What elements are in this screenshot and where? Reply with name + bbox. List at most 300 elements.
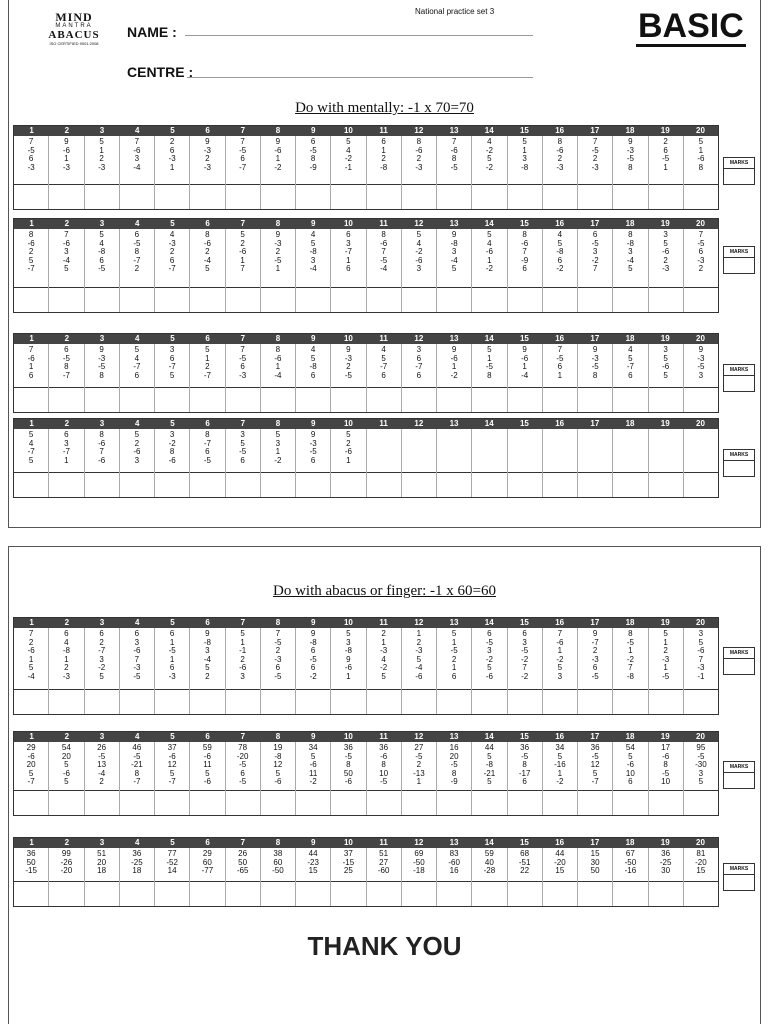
problem-number: -25: [131, 857, 143, 867]
problem-number: 1: [28, 654, 34, 664]
column-number: 6: [205, 219, 210, 228]
answer-box[interactable]: [331, 184, 365, 209]
problem-column: [261, 344, 296, 412]
problem-column: [226, 848, 261, 906]
answer-box[interactable]: [296, 790, 330, 815]
answer-box[interactable]: [190, 689, 224, 714]
answer-box[interactable]: [367, 287, 401, 312]
problem-column: [402, 344, 437, 412]
answer-box[interactable]: [120, 387, 154, 412]
problem-number: 3: [663, 345, 668, 354]
answer-box[interactable]: [472, 472, 506, 497]
answer-box[interactable]: [261, 387, 295, 412]
answer-box[interactable]: [296, 287, 330, 312]
problem-column: [613, 429, 648, 497]
answer-box[interactable]: [402, 287, 436, 312]
answer-box[interactable]: [578, 472, 612, 497]
problem-number: 9: [628, 137, 633, 146]
problem-number: -7: [133, 255, 141, 265]
answer-box[interactable]: [120, 689, 154, 714]
column-number: 8: [275, 334, 281, 343]
problem-number: 7: [28, 345, 34, 354]
column-number: 11: [379, 126, 388, 135]
answer-box[interactable]: [261, 790, 295, 815]
answer-box[interactable]: [155, 790, 189, 815]
problem-number: -5: [274, 637, 282, 647]
answer-box[interactable]: [613, 881, 647, 906]
answer-box[interactable]: [49, 287, 83, 312]
marks-box[interactable]: [723, 647, 755, 675]
answer-box[interactable]: [155, 387, 189, 412]
answer-box[interactable]: [331, 287, 365, 312]
problem-number: 7: [64, 230, 69, 239]
answer-box[interactable]: [437, 689, 471, 714]
answer-box[interactable]: [85, 881, 119, 906]
problem-number: -6: [521, 353, 529, 363]
answer-box[interactable]: [14, 881, 48, 906]
answer-box[interactable]: [367, 387, 401, 412]
problem-number: 4: [310, 345, 316, 354]
problem-number: 7: [628, 663, 633, 673]
problem-column: [367, 742, 402, 815]
answer-box[interactable]: [261, 472, 295, 497]
answer-box[interactable]: [120, 472, 154, 497]
answer-box[interactable]: [472, 184, 506, 209]
answer-box[interactable]: [226, 184, 260, 209]
answer-box[interactable]: [296, 689, 330, 714]
problem-number: -4: [380, 264, 388, 274]
answer-box[interactable]: [437, 387, 471, 412]
answer-box[interactable]: [508, 790, 542, 815]
column-number: 7: [240, 126, 246, 135]
problem-number: -6: [133, 646, 141, 656]
answer-box[interactable]: [367, 790, 401, 815]
column-number: 2: [64, 219, 70, 228]
problem-column: [296, 429, 331, 497]
answer-box[interactable]: [649, 287, 683, 312]
column-number: 8: [275, 219, 281, 228]
problem-number: 5: [628, 751, 633, 761]
problem-column: [155, 628, 190, 714]
problem-number: 11: [203, 760, 212, 770]
answer-box[interactable]: [120, 184, 154, 209]
answer-box[interactable]: [649, 790, 683, 815]
answer-box[interactable]: [155, 881, 189, 906]
problem-number: 5: [487, 663, 492, 673]
answer-box[interactable]: [684, 184, 718, 209]
answer-box[interactable]: [261, 184, 295, 209]
problem-number: 6: [169, 353, 175, 363]
answer-box[interactable]: [578, 287, 612, 312]
problem-number: 5: [169, 370, 175, 380]
answer-box[interactable]: [367, 881, 401, 906]
answer-box[interactable]: [543, 387, 577, 412]
problem-column: [120, 429, 155, 497]
answer-box[interactable]: [578, 387, 612, 412]
answer-box[interactable]: [508, 472, 542, 497]
answer-box[interactable]: [543, 287, 577, 312]
answer-box[interactable]: [155, 689, 189, 714]
answer-box[interactable]: [402, 387, 436, 412]
marks-box[interactable]: [723, 761, 755, 789]
problem-number: -2: [415, 247, 423, 257]
answer-box[interactable]: [49, 689, 83, 714]
problem-number: -8: [98, 247, 106, 257]
problem-number: 2: [205, 247, 210, 257]
problem-number: 5: [28, 663, 34, 673]
problem-number: 2: [134, 438, 140, 448]
problem-column: [296, 742, 331, 815]
answer-box[interactable]: [613, 472, 647, 497]
column-number: 17: [590, 838, 600, 847]
answer-box[interactable]: [85, 287, 119, 312]
answer-box[interactable]: [472, 287, 506, 312]
column-number: 17: [590, 219, 600, 228]
answer-box[interactable]: [437, 472, 471, 497]
answer-box[interactable]: [261, 689, 295, 714]
problem-column: [49, 848, 84, 906]
answer-box[interactable]: [543, 689, 577, 714]
answer-box[interactable]: [331, 689, 365, 714]
problem-number: 78: [238, 743, 248, 752]
answer-box[interactable]: [120, 881, 154, 906]
problem-column: [331, 429, 366, 497]
answer-box[interactable]: [508, 689, 542, 714]
answer-box[interactable]: [14, 689, 48, 714]
answer-box[interactable]: [190, 472, 224, 497]
problem-number: 6: [346, 264, 351, 274]
column-number: 17: [590, 334, 600, 343]
answer-box[interactable]: [49, 472, 83, 497]
answer-box[interactable]: [613, 387, 647, 412]
problem-number: 2: [381, 629, 386, 638]
answer-box[interactable]: [613, 287, 647, 312]
answer-box[interactable]: [14, 387, 48, 412]
answer-box[interactable]: [190, 287, 224, 312]
answer-box[interactable]: [226, 472, 260, 497]
problem-number: 6: [663, 145, 668, 155]
problem-number: 1: [169, 162, 175, 172]
problem-number: -5: [239, 777, 247, 787]
answer-box[interactable]: [684, 472, 718, 497]
answer-box[interactable]: [543, 472, 577, 497]
column-number: 13: [449, 419, 459, 428]
answer-box[interactable]: [472, 387, 506, 412]
problem-number: -6: [380, 238, 388, 248]
answer-box[interactable]: [85, 790, 119, 815]
problem-number: 8: [134, 247, 140, 257]
answer-box[interactable]: [155, 184, 189, 209]
problem-number: 8: [592, 370, 598, 380]
answer-box[interactable]: [85, 387, 119, 412]
answer-box[interactable]: [437, 881, 471, 906]
column-number: 11: [379, 732, 388, 741]
marks-box[interactable]: [723, 449, 755, 477]
problem-number: 3: [64, 247, 69, 257]
answer-box[interactable]: [190, 790, 224, 815]
answer-box[interactable]: [578, 881, 612, 906]
answer-box[interactable]: [402, 472, 436, 497]
answer-box[interactable]: [331, 387, 365, 412]
problem-column: [155, 229, 190, 312]
section1-instruction: Do with mentally: -1 x 70=70: [295, 100, 474, 116]
answer-box[interactable]: [402, 184, 436, 209]
answer-box[interactable]: [578, 689, 612, 714]
answer-box[interactable]: [14, 184, 48, 209]
problem-number: -7: [344, 247, 352, 257]
marks-box[interactable]: [723, 157, 755, 185]
problem-number: 22: [520, 866, 530, 876]
problem-number: -1: [697, 671, 705, 681]
problem-number: -3: [591, 353, 599, 363]
problem-number: 6: [240, 154, 245, 164]
problem-number: 8: [522, 760, 527, 770]
problem-number: -2: [344, 154, 352, 164]
problem-number: 1: [663, 637, 668, 647]
answer-box[interactable]: [49, 184, 83, 209]
problem-number: 54: [625, 743, 635, 752]
problem-column: [649, 628, 684, 714]
answer-box[interactable]: [402, 881, 436, 906]
problem-number: -4: [27, 671, 35, 681]
answer-box[interactable]: [85, 184, 119, 209]
problem-column: [296, 628, 331, 714]
problem-number: 8: [205, 230, 210, 239]
column-number: 19: [660, 334, 670, 343]
problem-number: 60: [273, 857, 283, 867]
answer-box[interactable]: [543, 881, 577, 906]
column-number: 19: [660, 126, 670, 135]
problem-column: [14, 344, 49, 412]
answer-box[interactable]: [472, 881, 506, 906]
answer-box[interactable]: [684, 287, 718, 312]
column-number: 2: [64, 334, 70, 343]
answer-box[interactable]: [613, 184, 647, 209]
problem-column: [684, 229, 718, 312]
problem-number: 3: [169, 345, 175, 354]
problem-number: -8: [309, 637, 317, 647]
problem-number: -6: [98, 455, 106, 465]
problem-number: 1: [346, 671, 351, 681]
problem-number: 15: [555, 866, 565, 876]
problem-number: 1: [522, 145, 527, 155]
problem-number: -7: [62, 447, 70, 457]
answer-box[interactable]: [684, 790, 718, 815]
answer-box[interactable]: [684, 881, 718, 906]
answer-box[interactable]: [543, 184, 577, 209]
answer-box[interactable]: [296, 472, 330, 497]
answer-box[interactable]: [684, 689, 718, 714]
problem-number: 6: [205, 447, 210, 457]
answer-box[interactable]: [120, 287, 154, 312]
answer-box[interactable]: [508, 184, 542, 209]
answer-box[interactable]: [578, 184, 612, 209]
problem-number: -5: [133, 671, 141, 681]
answer-box[interactable]: [49, 790, 83, 815]
centre-field[interactable]: [187, 77, 533, 78]
problem-number: 4: [381, 654, 386, 664]
answer-box[interactable]: [296, 881, 330, 906]
answer-box[interactable]: [613, 790, 647, 815]
problem-number: 4: [99, 238, 104, 248]
problem-number: 1: [522, 362, 527, 372]
problem-number: 8: [28, 230, 34, 239]
marks-box[interactable]: [723, 863, 755, 891]
column-number: 14: [484, 419, 494, 428]
problem-column: [367, 429, 402, 497]
problem-number: -8: [485, 760, 493, 770]
answer-box[interactable]: [261, 881, 295, 906]
problem-column: [472, 229, 507, 312]
problem-number: 9: [275, 137, 281, 146]
sum-table: [13, 617, 719, 715]
problem-number: -5: [521, 751, 529, 761]
answer-box[interactable]: [155, 287, 189, 312]
problem-number: -2: [485, 162, 493, 172]
answer-box[interactable]: [437, 184, 471, 209]
answer-box[interactable]: [367, 184, 401, 209]
answer-box[interactable]: [14, 790, 48, 815]
marks-label: MARKS: [724, 247, 754, 258]
problem-number: 2: [205, 671, 210, 681]
problem-number: -6: [485, 247, 493, 257]
answer-box[interactable]: [226, 689, 260, 714]
answer-box[interactable]: [296, 387, 330, 412]
problem-number: 6: [487, 629, 492, 638]
column-number: 18: [625, 838, 635, 847]
problem-number: 3: [698, 370, 704, 380]
answer-box[interactable]: [49, 387, 83, 412]
problem-number: 2: [169, 247, 175, 257]
name-field[interactable]: [185, 35, 533, 36]
problem-number: -25: [659, 857, 672, 867]
answer-box[interactable]: [14, 287, 48, 312]
answer-box[interactable]: [684, 387, 718, 412]
column-number: 14: [484, 618, 494, 627]
problem-number: 20: [449, 751, 459, 761]
answer-box[interactable]: [226, 881, 260, 906]
marks-box[interactable]: [723, 246, 755, 274]
problem-column: [578, 429, 613, 497]
problem-column: [613, 229, 648, 312]
column-header-row: [14, 618, 718, 628]
answer-box[interactable]: [472, 689, 506, 714]
answer-box[interactable]: [190, 184, 224, 209]
answer-box[interactable]: [120, 790, 154, 815]
column-number: 4: [134, 334, 140, 343]
answer-box[interactable]: [508, 287, 542, 312]
problem-number: 5: [628, 353, 633, 363]
problem-column: [437, 136, 472, 209]
problem-column: [226, 742, 261, 815]
column-number: 2: [64, 838, 70, 847]
answer-box[interactable]: [49, 881, 83, 906]
problem-number: -2: [485, 145, 493, 155]
problem-number: 19: [273, 743, 283, 752]
problem-number: 6: [134, 370, 140, 380]
answer-box[interactable]: [649, 689, 683, 714]
answer-box[interactable]: [402, 689, 436, 714]
answer-box[interactable]: [367, 472, 401, 497]
problem-number: -8: [344, 646, 352, 656]
answer-box[interactable]: [508, 387, 542, 412]
answer-box[interactable]: [155, 472, 189, 497]
answer-box[interactable]: [331, 472, 365, 497]
problem-number: -50: [272, 866, 284, 876]
answer-box[interactable]: [613, 689, 647, 714]
answer-box[interactable]: [437, 287, 471, 312]
problem-number: 6: [557, 362, 563, 372]
answer-box[interactable]: [190, 881, 224, 906]
problem-number: 5: [28, 430, 34, 439]
problem-column: [508, 229, 543, 312]
answer-box[interactable]: [226, 387, 260, 412]
problem-number: 5: [205, 264, 210, 274]
problem-number: -5: [591, 238, 599, 248]
answer-box[interactable]: [578, 790, 612, 815]
answer-box[interactable]: [85, 472, 119, 497]
problem-number: 77: [167, 849, 177, 858]
problem-number: 5: [663, 370, 668, 380]
answer-box[interactable]: [331, 790, 365, 815]
column-number: 10: [343, 219, 353, 228]
answer-box[interactable]: [472, 790, 506, 815]
answer-box[interactable]: [85, 689, 119, 714]
problem-number: 5: [64, 760, 69, 770]
answer-box[interactable]: [190, 387, 224, 412]
problem-number: -16: [554, 760, 566, 770]
answer-box[interactable]: [437, 790, 471, 815]
problem-number: 6: [169, 629, 175, 638]
answer-box[interactable]: [296, 184, 330, 209]
problem-number: 5: [628, 264, 633, 274]
problem-number: 9: [698, 345, 704, 354]
answer-box[interactable]: [261, 287, 295, 312]
problem-number: -6: [626, 760, 634, 770]
answer-box[interactable]: [543, 790, 577, 815]
problem-number: -5: [27, 145, 35, 155]
problem-number: 1: [205, 353, 210, 363]
answer-box[interactable]: [649, 387, 683, 412]
marks-box[interactable]: [723, 364, 755, 392]
problem-number: 5: [64, 264, 69, 274]
answer-box[interactable]: [331, 881, 365, 906]
problem-number: 3: [522, 154, 527, 164]
problem-number: -3: [62, 162, 70, 172]
column-number: 9: [311, 126, 316, 135]
problem-number: -6: [27, 238, 35, 248]
problem-number: 7: [557, 629, 563, 638]
problem-number: -5: [168, 646, 176, 656]
section2-instruction: Do with abacus or finger: -1 x 60=60: [273, 583, 496, 599]
answer-box[interactable]: [402, 790, 436, 815]
answer-box[interactable]: [649, 472, 683, 497]
problem-column: [402, 136, 437, 209]
problem-number: 5: [310, 353, 316, 363]
answer-box[interactable]: [649, 184, 683, 209]
problem-number: -5: [485, 637, 493, 647]
problem-number: 9: [346, 654, 351, 664]
column-number: 7: [240, 618, 246, 627]
problem-number: 6: [416, 370, 422, 380]
answer-box[interactable]: [226, 790, 260, 815]
problem-number: -5: [662, 671, 670, 681]
answer-box[interactable]: [226, 287, 260, 312]
answer-box[interactable]: [367, 689, 401, 714]
answer-box[interactable]: [14, 472, 48, 497]
answer-box[interactable]: [508, 881, 542, 906]
answer-box[interactable]: [649, 881, 683, 906]
